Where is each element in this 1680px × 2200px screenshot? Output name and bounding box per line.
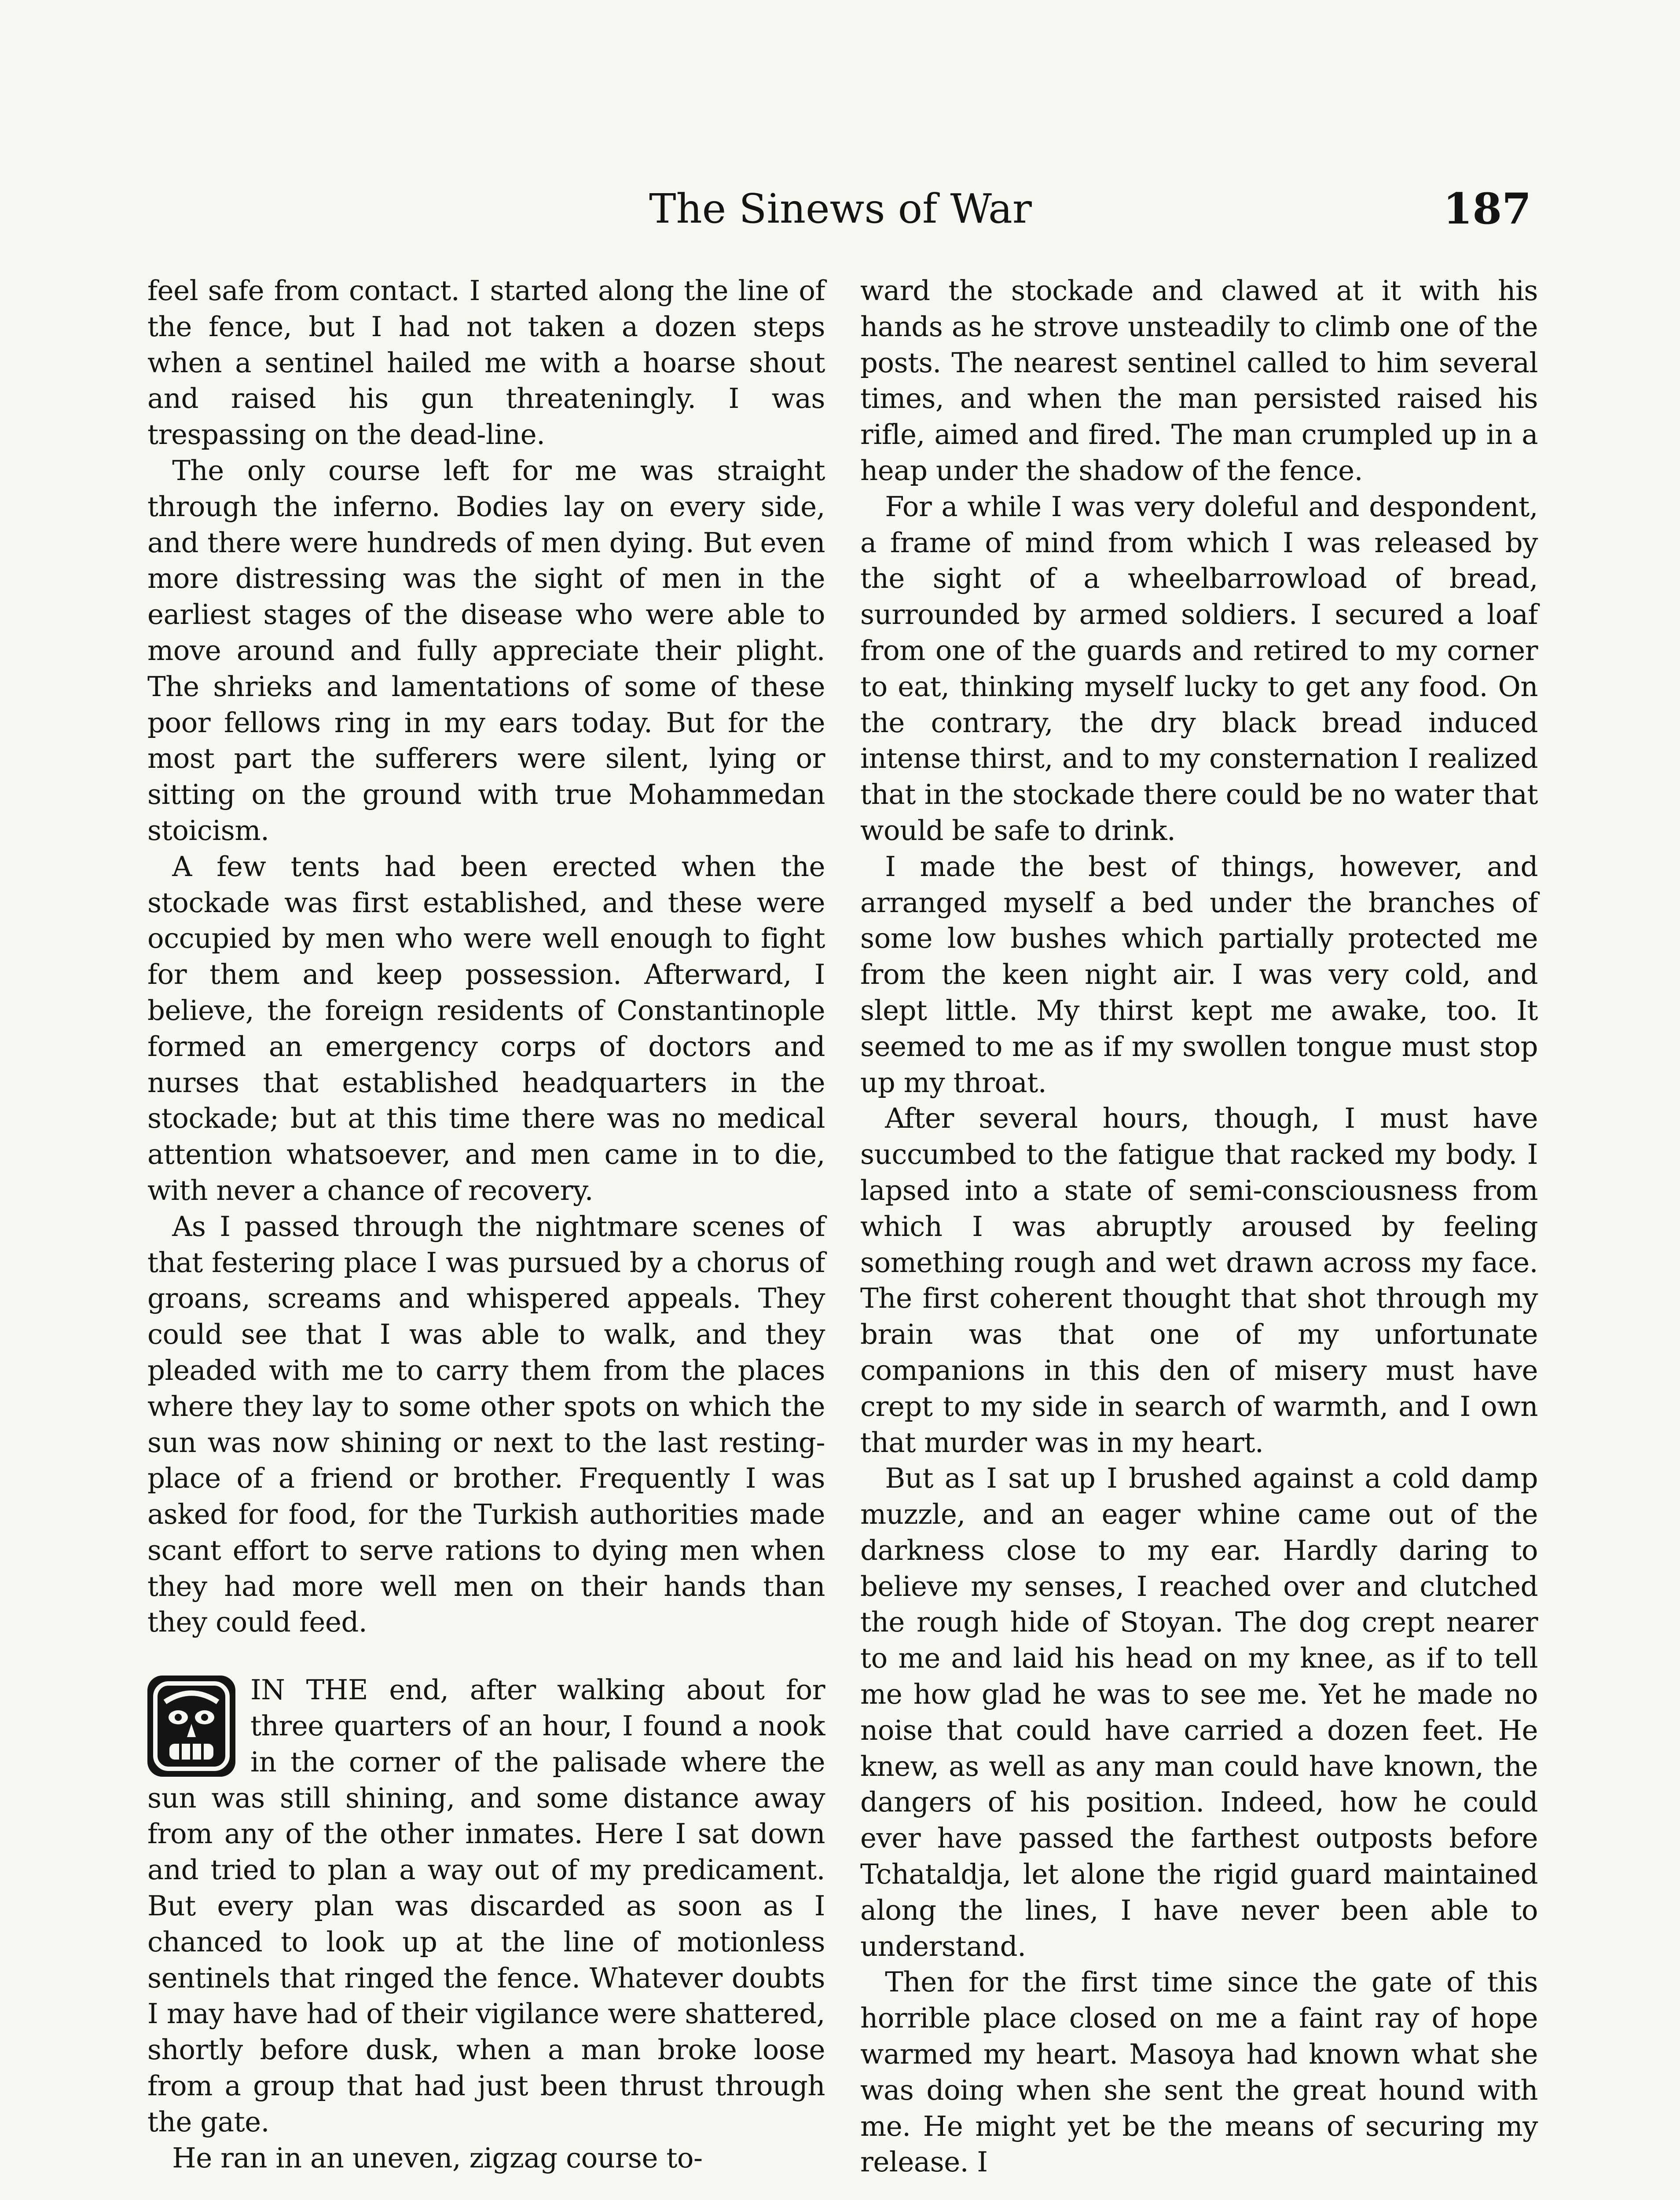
paragraph: After several hours, though, I must have succumbed to the fatigue that racked my body. I lapsed into a state of semi-consciousness from which I was abruptly aroused by feeling something rough and wet drawn across my face. The first coherent thought that shot through my brain was that one of my unfortunate companions in this den of misery must have crept to my side in search of warmth, and I own that murder was in my heart. xyxy=(860,1102,1538,1459)
paragraph: For a while I was very doleful and despondent, a frame of mind from which I was released by the sight of a wheelbarrowload of bread, surrounded by armed soldiers. I secured a loaf from one of the guards and retired to my corner to eat, thinking myself lucky to get any food. On the contrary, the dry black bread induced intense thirst, and to my consternation I realized that in the stockade there could be no water that would be safe to drink. xyxy=(860,490,1538,847)
right-column xyxy=(860,273,1538,2180)
left-column xyxy=(147,273,825,2176)
section-opening-paragraph xyxy=(147,1672,825,2140)
running-title: The Sinews of War xyxy=(649,185,1032,232)
paragraph: He ran in an uneven, zigzag course to- xyxy=(172,2141,703,2174)
paragraph: A few tents had been erected when the stockade was first established, and these were occupied by men who were well enough to fight for them and keep possession. Afterward, I believe, the foreign residents of Constantinople formed an emergency corps of doctors and nurses that established headquarters in the stockade; but at this time there was no medical attention whatsoever, and men came in to die, with never a chance of recovery. xyxy=(147,850,825,1206)
paragraph: The only course left for me was straight through the inferno. Bodies lay on every side, and there were hundreds of men dying. But even more distressing was the sight of men in the earliest stages of the disease who were able to move around and fully appreciate their plight. The shrieks and lamentations of some of these poor fellows ring in my ears today. But for the most part the sufferers were silent, lying or sitting on the ground with true Mohammedan stoicism. xyxy=(147,454,825,847)
paragraph: Then for the first time since the gate of this horrible place closed on me a faint ray of hope warmed my heart. Masoya had known what she was doing when she sent the great hound with me. He might yet be the means of securing my release. I xyxy=(860,1966,1538,2178)
paragraph-text: IN THE end, after walking about for three quarters of an hour, I found a nook in the corner of the palisade where the sun was still shining, and some distance away from any of the other inmates. Here I sat down and tried to plan a way out of my predicament. But every plan was discarded as soon as I chanced to look up at the line of motionless sentinels that ringed the fence. Whatever doubts I may have had of their vigilance were shattered, shortly before dusk, when a man broke loose from a group that had just been thrust through the gate. xyxy=(147,1674,825,2138)
carved-face-ornament-icon xyxy=(147,1676,235,1777)
paragraph: feel safe from contact. I started along the line of the fence, but I had not taken a dozen steps when a sentinel hailed me with a hoarse shout and raised his gun threateningly. I was trespassing on the dead-line. xyxy=(147,275,825,451)
paragraph: But as I sat up I brushed against a cold damp muzzle, and an eager whine came out of the darkness close to my ear. Hardly daring to believe my senses, I reached over and clutched the rough hide of Stoyan. The dog crept nearer to me and laid his head on my knee, as if to tell me how glad he was to see me. Yet he made no noise that could have carried a dozen feet. He knew, as well as any man could have known, the dangers of his position. Indeed, how he could ever have passed the farthest outposts before Tchataldja, let alone the rigid guard maintained along the lines, I have never been able to understand. xyxy=(860,1462,1538,1962)
page-number: 187 xyxy=(1443,184,1531,234)
paragraph: I made the best of things, however, and arranged myself a bed under the branches of some low bushes which partially protected me from the keen night air. I was very cold, and slept little. My thirst kept me awake, too. It seemed to me as if my swollen tongue must stop up my throat. xyxy=(860,850,1538,1099)
paragraph: ward the stockade and clawed at it with his hands as he strove unsteadily to climb one of the posts. The nearest sentinel called to him several times, and when the man persisted raised his rifle, aimed and fired. The man crumpled up in a heap under the shadow of the fence. xyxy=(860,275,1538,487)
paragraph: As I passed through the nightmare scenes of that festering place I was pursued by a chorus of groans, screams and whispered appeals. They could see that I was able to walk, and they pleaded with me to carry them from the places where they lay to some other spots on which the sun was now shining or next to the last resting-place of a friend or brother. Frequently I was asked for food, for the Turkish authorities made scant effort to serve rations to dying men when they had more well men on their hands than they could feed. xyxy=(147,1210,825,1639)
running-head xyxy=(150,180,1531,238)
